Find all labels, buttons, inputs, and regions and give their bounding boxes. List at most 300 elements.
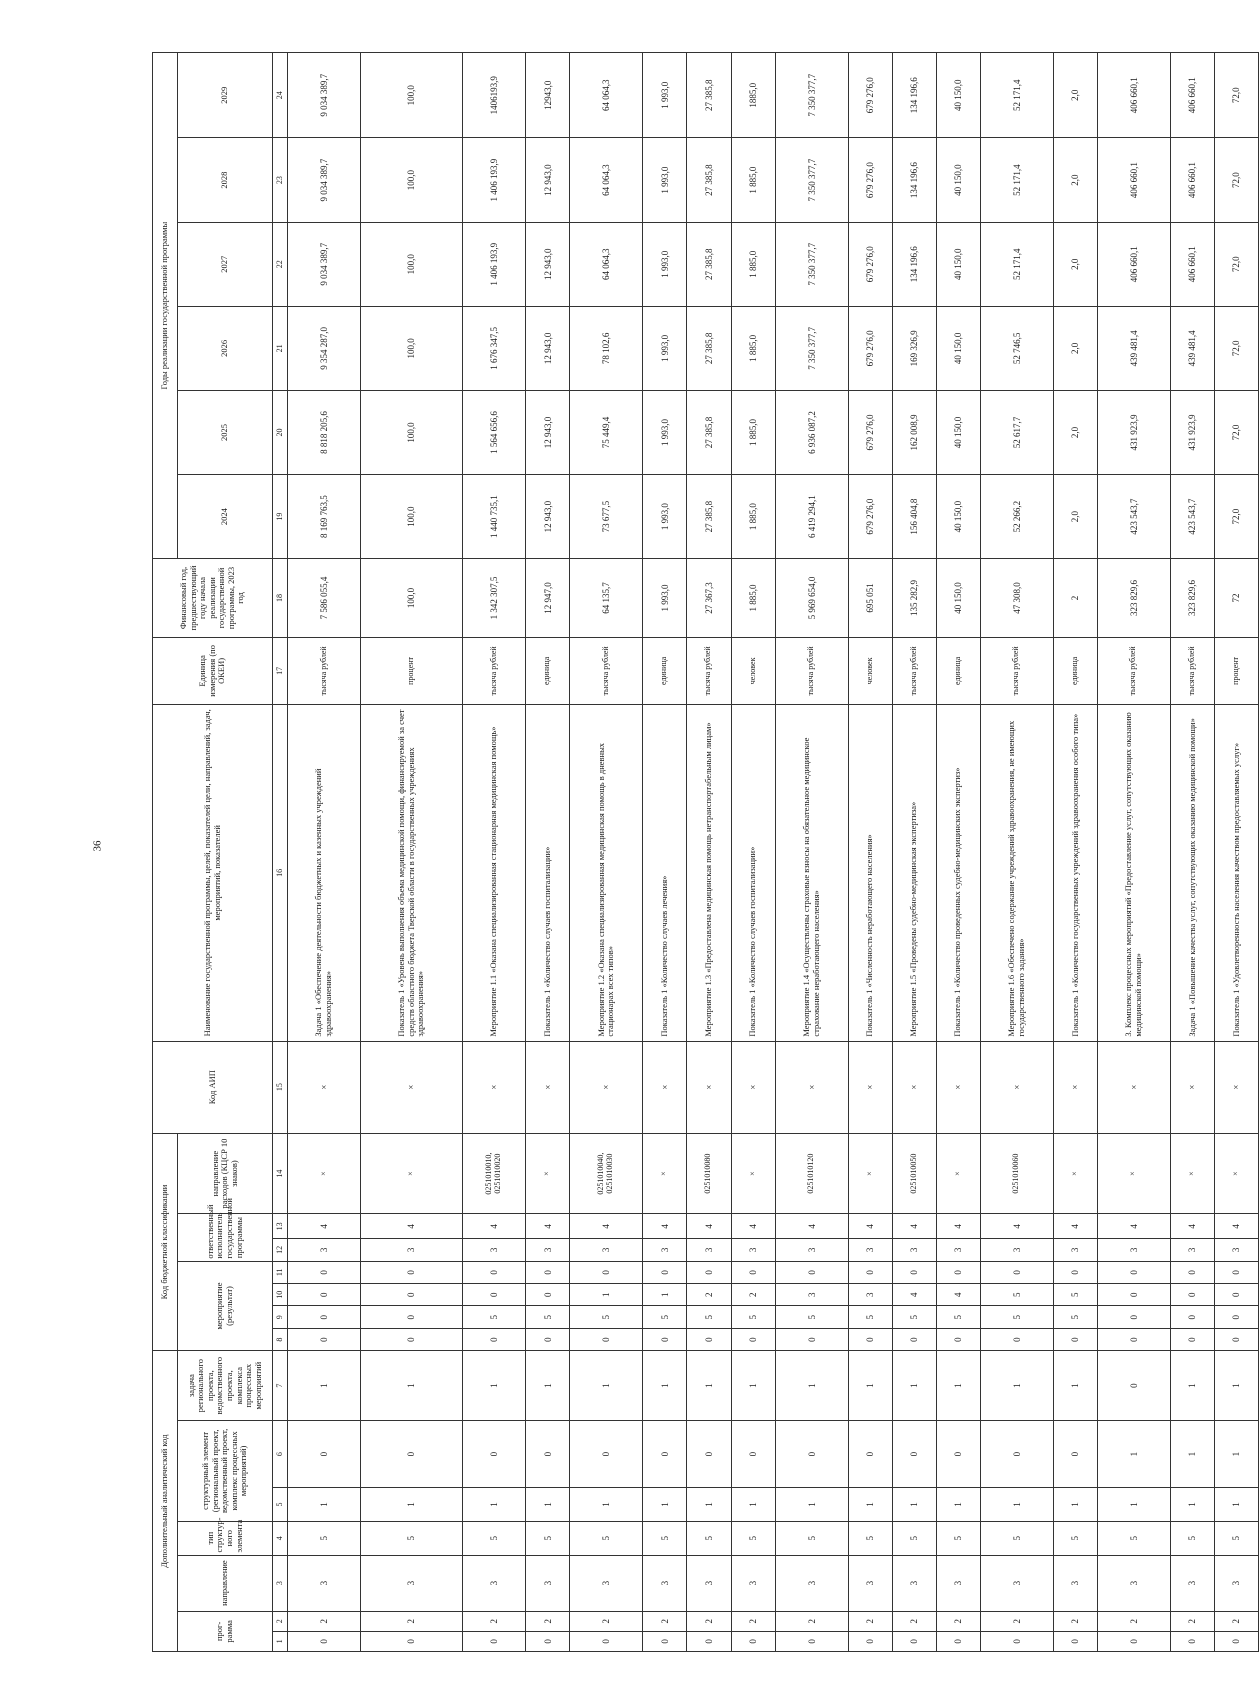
year-value: 27 385,8	[687, 222, 731, 306]
code-cell: 5	[643, 1521, 687, 1555]
kcsr-cell: ×	[848, 1133, 892, 1214]
code-cell: 1	[936, 1351, 980, 1421]
year-value: 100,0	[360, 475, 462, 559]
column-number: 18	[273, 559, 288, 638]
name-cell: Мероприятие 1.3 «Предоставлена медицинская помощь нетранспортабельным лицам»	[687, 705, 731, 1042]
code-cell: 0	[848, 1631, 892, 1651]
code-cell: 3	[775, 1555, 848, 1611]
header-event: мероприятие (результат)	[178, 1261, 273, 1351]
kcsr-cell: ×	[936, 1133, 980, 1214]
year-value: 439 481,4	[1097, 306, 1170, 390]
kcsr-cell: 0251010050	[892, 1133, 936, 1214]
code-cell: 2	[360, 1611, 462, 1631]
code-cell: 0	[775, 1631, 848, 1651]
code-cell: 3	[570, 1239, 643, 1261]
code-cell: 0	[1214, 1261, 1258, 1283]
fin-year-value: 7 586 055,4	[288, 559, 361, 638]
code-cell: 1	[775, 1351, 848, 1421]
name-cell: Мероприятие 1.1 «Оказана специализированная стационарная медицинская помощь»	[462, 705, 525, 1042]
code-cell: 0	[848, 1420, 892, 1487]
year-value: 40 150,0	[936, 306, 980, 390]
column-number: 13	[273, 1214, 288, 1239]
code-cell: 2	[1053, 1611, 1097, 1631]
year-value: 423 543,7	[1170, 475, 1214, 559]
year-value: 2,0	[1053, 475, 1097, 559]
column-number: 2	[273, 1611, 288, 1631]
code-cell: 1	[643, 1351, 687, 1421]
code-cell: 4	[1170, 1214, 1214, 1239]
code-cell: 1	[1170, 1420, 1214, 1487]
fin-year-value: 47 308,0	[980, 559, 1053, 638]
code-cell: 4	[892, 1284, 936, 1306]
unit-cell: тысяча рублей	[288, 637, 361, 704]
fin-year-value: 323 829,6	[1170, 559, 1214, 638]
header-year-2024: 2024	[178, 475, 273, 559]
code-cell: 0	[570, 1631, 643, 1651]
code-cell: 0	[360, 1631, 462, 1651]
code-cell: 0	[848, 1261, 892, 1283]
code-cell: 0	[1053, 1328, 1097, 1350]
code-cell: 1	[731, 1488, 775, 1522]
code-cell: 3	[731, 1239, 775, 1261]
code-cell: 4	[570, 1214, 643, 1239]
code-cell: 0	[731, 1261, 775, 1283]
header-executor: ответственный исполнитель государственной программы	[178, 1214, 273, 1261]
code-cell: 1	[526, 1488, 570, 1522]
year-value: 72,0	[1214, 306, 1258, 390]
year-value: 12 943,0	[526, 138, 570, 222]
code-cell: 0	[462, 1328, 525, 1350]
code-cell: 1	[360, 1488, 462, 1522]
code-cell: 0	[775, 1420, 848, 1487]
code-cell: 0	[892, 1328, 936, 1350]
code-cell: 5	[570, 1521, 643, 1555]
code-cell: 0	[848, 1328, 892, 1350]
code-cell: 0	[643, 1328, 687, 1350]
code-cell: 0	[1214, 1328, 1258, 1350]
code-cell: 0	[1097, 1631, 1170, 1651]
year-value: 406 660,1	[1170, 222, 1214, 306]
code-cell: 4	[687, 1214, 731, 1239]
aip-cell: ×	[643, 1041, 687, 1133]
code-cell: 0	[1097, 1328, 1170, 1350]
year-value: 9 354 287,0	[288, 306, 361, 390]
header-direction: направление	[178, 1555, 273, 1611]
code-cell: 3	[526, 1555, 570, 1611]
code-cell: 1	[892, 1488, 936, 1522]
code-cell: 0	[288, 1306, 361, 1328]
year-value: 1 406 193,9	[462, 138, 525, 222]
code-cell: 0	[1097, 1351, 1170, 1421]
code-cell: 4	[731, 1214, 775, 1239]
year-value: 40 150,0	[936, 390, 980, 474]
code-cell: 5	[936, 1306, 980, 1328]
code-cell: 1	[1214, 1351, 1258, 1421]
code-cell: 0	[687, 1420, 731, 1487]
year-value: 27 385,8	[687, 475, 731, 559]
code-cell: 1	[687, 1351, 731, 1421]
code-cell: 3	[775, 1239, 848, 1261]
aip-cell: ×	[526, 1041, 570, 1133]
year-value: 7 350 377,7	[775, 222, 848, 306]
year-value: 9 034 389,7	[288, 222, 361, 306]
code-cell: 5	[892, 1521, 936, 1555]
year-value: 1 993,0	[643, 390, 687, 474]
year-value: 679 276,0	[848, 306, 892, 390]
year-value: 679 276,0	[848, 475, 892, 559]
kcsr-cell: ×	[526, 1133, 570, 1214]
year-value: 169 326,9	[892, 306, 936, 390]
code-cell: 3	[848, 1284, 892, 1306]
year-value: 52 171,4	[980, 53, 1053, 139]
aip-cell: ×	[462, 1041, 525, 1133]
name-cell: 3. Комплекс процессных мероприятий «Предоставление услуг, сопутствующих оказанию медицинской помощи»	[1097, 705, 1170, 1042]
header-struct-type: тип структур-ного элемента	[178, 1521, 273, 1555]
year-value: 52 171,4	[980, 138, 1053, 222]
code-cell: 2	[848, 1611, 892, 1631]
fin-year-value: 100,0	[360, 559, 462, 638]
code-cell: 2	[731, 1284, 775, 1306]
year-value: 2,0	[1053, 138, 1097, 222]
code-cell: 2	[1097, 1611, 1170, 1631]
column-number: 6	[273, 1420, 288, 1487]
kcsr-cell: ×	[288, 1133, 361, 1214]
code-cell: 1	[687, 1488, 731, 1522]
name-cell: Показатель 1 «Количество государственных учреждений здравоохранения особого типа»	[1053, 705, 1097, 1042]
name-cell: Показатель 1 «Количество случаев госпитализации»	[731, 705, 775, 1042]
code-cell: 1	[980, 1488, 1053, 1522]
header-unit: Единица измерения (по ОКЕИ)	[153, 637, 273, 704]
aip-cell: ×	[1214, 1041, 1258, 1133]
kcsr-cell: ×	[1097, 1133, 1170, 1214]
fin-year-value: 12 947,0	[526, 559, 570, 638]
year-value: 64 064,3	[570, 53, 643, 139]
aip-cell: ×	[570, 1041, 643, 1133]
unit-cell: единица	[526, 637, 570, 704]
code-cell: 0	[288, 1631, 361, 1651]
year-value: 439 481,4	[1170, 306, 1214, 390]
year-value: 12 943,0	[526, 390, 570, 474]
year-value: 134 196,6	[892, 222, 936, 306]
name-cell: Задача 1 «Повышение качества услуг, сопутствующих оказанию медицинской помощи»	[1170, 705, 1214, 1042]
unit-cell: единица	[1053, 637, 1097, 704]
code-cell: 3	[462, 1239, 525, 1261]
year-value: 12 943,0	[526, 306, 570, 390]
column-number: 5	[273, 1488, 288, 1522]
name-cell: Показатель 1 «Количество случаев лечения»	[643, 705, 687, 1042]
code-cell: 0	[288, 1328, 361, 1350]
code-cell: 3	[775, 1284, 848, 1306]
code-cell: 5	[526, 1521, 570, 1555]
code-cell: 0	[1170, 1328, 1214, 1350]
code-cell: 2	[936, 1611, 980, 1631]
code-cell: 0	[980, 1328, 1053, 1350]
code-cell: 0	[1170, 1284, 1214, 1306]
code-cell: 1	[1097, 1488, 1170, 1522]
year-value: 40 150,0	[936, 475, 980, 559]
aip-cell: ×	[288, 1041, 361, 1133]
code-cell: 1	[526, 1351, 570, 1421]
kcsr-cell: ×	[360, 1133, 462, 1214]
column-number: 9	[273, 1306, 288, 1328]
code-cell: 1	[775, 1488, 848, 1522]
code-cell: 0	[526, 1284, 570, 1306]
year-value: 134 196,6	[892, 53, 936, 139]
code-cell: 3	[892, 1555, 936, 1611]
year-value: 1 406 193,9	[462, 222, 525, 306]
unit-cell: тысяча рублей	[980, 637, 1053, 704]
code-cell: 5	[775, 1521, 848, 1555]
code-cell: 3	[288, 1239, 361, 1261]
kcsr-cell: ×	[1053, 1133, 1097, 1214]
year-value: 100,0	[360, 306, 462, 390]
code-cell: 0	[462, 1284, 525, 1306]
code-cell: 1	[570, 1284, 643, 1306]
fin-year-value: 1 342 307,5	[462, 559, 525, 638]
year-value: 1 676 347,5	[462, 306, 525, 390]
code-cell: 5	[526, 1306, 570, 1328]
code-cell: 1	[288, 1488, 361, 1522]
code-cell: 0	[936, 1631, 980, 1651]
code-cell: 1	[288, 1351, 361, 1421]
column-number: 21	[273, 306, 288, 390]
kcsr-cell: ×	[643, 1133, 687, 1214]
code-cell: 0	[360, 1284, 462, 1306]
fin-year-value: 40 150,0	[936, 559, 980, 638]
code-cell: 0	[360, 1328, 462, 1350]
code-cell: 0	[936, 1328, 980, 1350]
code-cell: 2	[643, 1611, 687, 1631]
header-year-2028: 2028	[178, 138, 273, 222]
code-cell: 1	[1214, 1420, 1258, 1487]
column-number: 4	[273, 1521, 288, 1555]
year-value: 2,0	[1053, 53, 1097, 139]
year-value: 1406193,9	[462, 53, 525, 139]
year-value: 64 064,3	[570, 138, 643, 222]
code-cell: 3	[360, 1555, 462, 1611]
year-value: 100,0	[360, 53, 462, 139]
year-value: 100,0	[360, 390, 462, 474]
code-cell: 1	[360, 1351, 462, 1421]
code-cell: 0	[1214, 1306, 1258, 1328]
year-value: 1885,0	[731, 53, 775, 139]
code-cell: 0	[360, 1261, 462, 1283]
code-cell: 5	[462, 1306, 525, 1328]
header-year-2029: 2029	[178, 53, 273, 139]
name-cell: Мероприятие 1.5 «Проведены судебно-медицинская экспертиза»	[892, 705, 936, 1042]
code-cell: 4	[848, 1214, 892, 1239]
kcsr-cell: ×	[1214, 1133, 1258, 1214]
code-cell: 5	[288, 1521, 361, 1555]
header-fin-year: Финансовый год, предшествующий году начала реализации государственной программы, 2023 год	[153, 559, 273, 638]
year-value: 6 936 087,2	[775, 390, 848, 474]
year-value: 64 064,3	[570, 222, 643, 306]
year-value: 679 276,0	[848, 53, 892, 139]
code-cell: 0	[570, 1261, 643, 1283]
year-value: 1 993,0	[643, 53, 687, 139]
name-cell: Показатель 1 «Количество случаев госпитализации»	[526, 705, 570, 1042]
code-cell: 0	[1214, 1631, 1258, 1651]
code-cell: 5	[980, 1521, 1053, 1555]
code-cell: 3	[936, 1555, 980, 1611]
year-value: 27 385,8	[687, 306, 731, 390]
year-value: 27 385,8	[687, 390, 731, 474]
year-value: 406 660,1	[1170, 138, 1214, 222]
code-cell: 0	[1097, 1284, 1170, 1306]
name-cell: Показатель 1 «Уровень выполнения объема медицинской помощи, финансируемой за счет средств областного бюджета Тверской области в государственных учреждениях здравоохранения»	[360, 705, 462, 1042]
year-value: 162 008,9	[892, 390, 936, 474]
code-cell: 5	[848, 1306, 892, 1328]
code-cell: 4	[643, 1214, 687, 1239]
code-cell: 5	[936, 1521, 980, 1555]
unit-cell: единица	[936, 637, 980, 704]
code-cell: 0	[526, 1328, 570, 1350]
code-cell: 1	[570, 1488, 643, 1522]
year-value: 1 885,0	[731, 222, 775, 306]
aip-cell: ×	[687, 1041, 731, 1133]
code-cell: 0	[526, 1631, 570, 1651]
year-value: 431 923,9	[1170, 390, 1214, 474]
aip-cell: ×	[936, 1041, 980, 1133]
code-cell: 1	[1053, 1488, 1097, 1522]
column-number: 3	[273, 1555, 288, 1611]
code-cell: 3	[1214, 1239, 1258, 1261]
code-cell: 4	[936, 1214, 980, 1239]
code-cell: 3	[1053, 1555, 1097, 1611]
column-number: 17	[273, 637, 288, 704]
unit-cell: тысяча рублей	[570, 637, 643, 704]
code-cell: 5	[731, 1306, 775, 1328]
fin-year-value: 64 135,7	[570, 559, 643, 638]
year-value: 423 543,7	[1097, 475, 1170, 559]
code-cell: 4	[936, 1284, 980, 1306]
code-cell: 4	[980, 1214, 1053, 1239]
code-cell: 0	[1170, 1631, 1214, 1651]
year-value: 134 196,6	[892, 138, 936, 222]
code-cell: 0	[288, 1284, 361, 1306]
unit-cell: тысяча рублей	[687, 637, 731, 704]
year-value: 9 034 389,7	[288, 138, 361, 222]
column-number: 23	[273, 138, 288, 222]
year-value: 12943,0	[526, 53, 570, 139]
column-number: 10	[273, 1284, 288, 1306]
code-cell: 2	[731, 1611, 775, 1631]
name-cell: Мероприятие 1.4 «Осуществлены страховые взносы на обязательное медицинское страхование неработающего населения»	[775, 705, 848, 1042]
unit-cell: единица	[643, 637, 687, 704]
name-cell: Задача 1 «Обеспечение деятельности бюджетных и казенных учреждений здравоохранения»	[288, 705, 361, 1042]
table-row	[1170, 53, 1214, 1652]
code-cell: 5	[1053, 1306, 1097, 1328]
name-cell: Показатель 1 «Количество проведенных судебно-медицинских экспертиз»	[936, 705, 980, 1042]
code-cell: 0	[980, 1261, 1053, 1283]
header-additional-code: Дополнительный аналитический код	[153, 1351, 178, 1652]
year-value: 2,0	[1053, 390, 1097, 474]
unit-cell: человек	[731, 637, 775, 704]
code-cell: 2	[980, 1611, 1053, 1631]
kcsr-cell: 0251010040, 0251010030	[570, 1133, 643, 1214]
column-number: 16	[273, 705, 288, 1042]
year-value: 100,0	[360, 222, 462, 306]
table-row	[570, 53, 643, 1652]
code-cell: 2	[526, 1611, 570, 1631]
year-value: 406 660,1	[1097, 138, 1170, 222]
code-cell: 0	[687, 1328, 731, 1350]
column-number: 20	[273, 390, 288, 474]
code-cell: 3	[1097, 1239, 1170, 1261]
unit-cell: человек	[848, 637, 892, 704]
fin-year-value: 1 993,0	[643, 559, 687, 638]
code-cell: 5	[1053, 1284, 1097, 1306]
year-value: 679 276,0	[848, 222, 892, 306]
code-cell: 0	[1053, 1261, 1097, 1283]
code-cell: 5	[731, 1521, 775, 1555]
unit-cell: тысяча рублей	[892, 637, 936, 704]
code-cell: 0	[892, 1261, 936, 1283]
year-value: 1 564 656,6	[462, 390, 525, 474]
column-number: 15	[273, 1041, 288, 1133]
year-value: 72,0	[1214, 222, 1258, 306]
code-cell: 5	[687, 1521, 731, 1555]
code-cell: 0	[360, 1420, 462, 1487]
fin-year-value: 72	[1214, 559, 1258, 638]
column-number: 19	[273, 475, 288, 559]
code-cell: 3	[848, 1239, 892, 1261]
code-cell: 3	[526, 1239, 570, 1261]
year-value: 679 276,0	[848, 390, 892, 474]
code-cell: 0	[570, 1328, 643, 1350]
code-cell: 2	[570, 1611, 643, 1631]
code-cell: 0	[980, 1420, 1053, 1487]
unit-cell: тысяча рублей	[1097, 637, 1170, 704]
year-value: 40 150,0	[936, 53, 980, 139]
code-cell: 0	[775, 1261, 848, 1283]
code-cell: 3	[643, 1555, 687, 1611]
year-value: 1 885,0	[731, 306, 775, 390]
year-value: 52 171,4	[980, 222, 1053, 306]
year-value: 72,0	[1214, 53, 1258, 139]
year-value: 72,0	[1214, 390, 1258, 474]
year-value: 75 449,4	[570, 390, 643, 474]
code-cell: 0	[892, 1420, 936, 1487]
code-cell: 4	[892, 1214, 936, 1239]
code-cell: 3	[1097, 1555, 1170, 1611]
code-cell: 4	[462, 1214, 525, 1239]
code-cell: 3	[1170, 1555, 1214, 1611]
code-cell: 0	[288, 1420, 361, 1487]
rotated-table-container	[152, 52, 1242, 1652]
budget-table	[152, 52, 1259, 1652]
code-cell: 5	[687, 1306, 731, 1328]
code-cell: 5	[775, 1306, 848, 1328]
year-value: 40 150,0	[936, 222, 980, 306]
table-body	[288, 53, 1259, 1652]
year-value: 40 150,0	[936, 138, 980, 222]
fin-year-value: 27 367,3	[687, 559, 731, 638]
table-row	[643, 53, 687, 1652]
year-value: 679 276,0	[848, 138, 892, 222]
code-cell: 5	[462, 1521, 525, 1555]
year-value: 431 923,9	[1097, 390, 1170, 474]
code-cell: 0	[643, 1261, 687, 1283]
code-cell: 5	[1214, 1521, 1258, 1555]
code-cell: 0	[731, 1631, 775, 1651]
table-row	[936, 53, 980, 1652]
name-cell: Мероприятие 1.6 «Обеспечено содержание учреждений здравоохранения, не имеющих государственного задания»	[980, 705, 1053, 1042]
year-value: 406 660,1	[1097, 222, 1170, 306]
name-cell: Показатель 1 «Удовлетворенность населения качеством предоставляемых услуг»	[1214, 705, 1258, 1042]
code-cell: 2	[1170, 1611, 1214, 1631]
code-cell: 4	[775, 1214, 848, 1239]
